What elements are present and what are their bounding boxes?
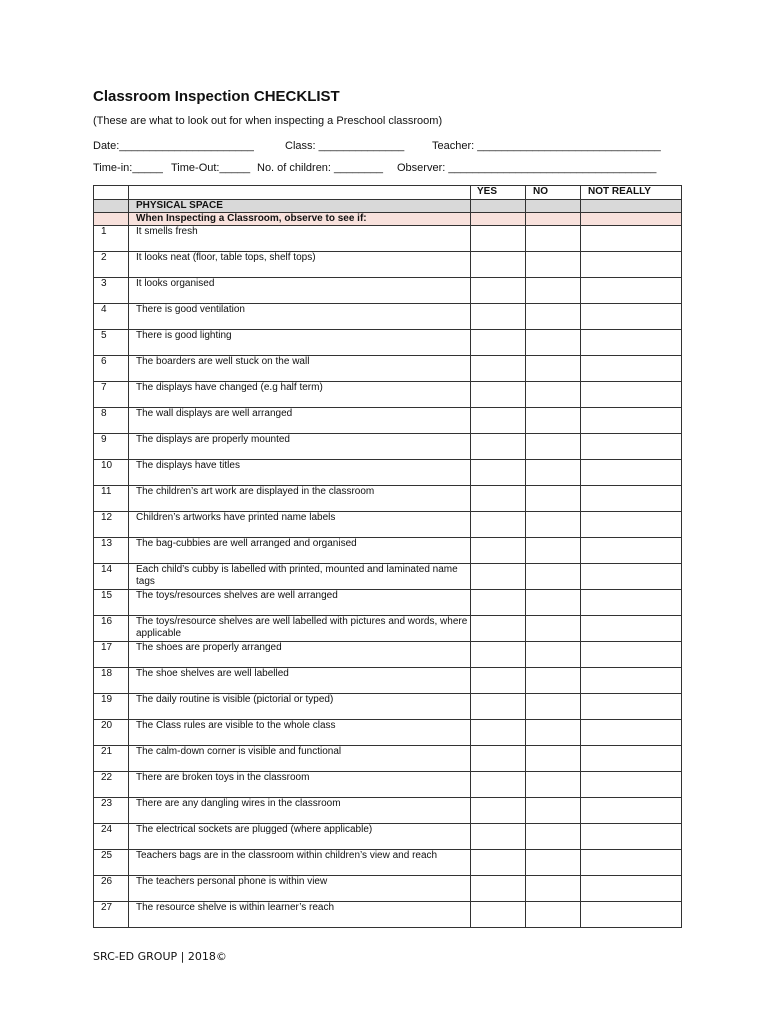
not-really-cell[interactable] [581,434,682,460]
item-text: There is good lighting [129,330,471,356]
item-number: 25 [94,850,129,876]
not-really-cell[interactable] [581,460,682,486]
table-row [94,772,682,798]
not-really-cell[interactable] [581,902,682,928]
table-header-row [94,186,682,200]
item-text: The Class rules are visible to the whole class [129,720,471,746]
table-row [94,642,682,668]
section-row [94,200,682,213]
teacher-field[interactable]: Teacher: ______________________________ [432,140,661,152]
table-row [94,720,682,746]
item-text: There are any dangling wires in the classroom [129,798,471,824]
item-text: It looks neat (floor, table tops, shelf tops) [129,252,471,278]
item-number: 9 [94,434,129,460]
item-number: 15 [94,590,129,616]
yes-cell[interactable] [471,356,526,382]
not-really-cell[interactable] [581,642,682,668]
item-text: There are broken toys in the classroom [129,772,471,798]
not-really-cell[interactable] [581,486,682,512]
no-cell[interactable] [526,304,581,330]
yes-cell[interactable] [471,252,526,278]
yes-cell[interactable] [471,486,526,512]
table-row [94,824,682,850]
yes-cell[interactable] [471,590,526,616]
yes-cell[interactable] [471,746,526,772]
item-number: 7 [94,382,129,408]
no-cell[interactable] [526,590,581,616]
table-row [94,798,682,824]
table-row [94,330,682,356]
no-cell[interactable] [526,252,581,278]
table-row [94,616,682,642]
table-row [94,538,682,564]
observe-no-cell [526,213,581,226]
no-cell[interactable] [526,772,581,798]
yes-cell[interactable] [471,408,526,434]
yes-cell[interactable] [471,876,526,902]
not-really-cell[interactable] [581,720,682,746]
no-cell[interactable] [526,616,581,642]
header-yes: YES [471,186,526,200]
no-cell[interactable] [526,330,581,356]
header-no: NO [526,186,581,200]
item-number: 13 [94,538,129,564]
table-row [94,512,682,538]
item-text: It smells fresh [129,226,471,252]
yes-cell[interactable] [471,538,526,564]
yes-cell[interactable] [471,772,526,798]
not-really-cell[interactable] [581,330,682,356]
item-text: It looks organised [129,278,471,304]
no-cell[interactable] [526,538,581,564]
not-really-cell[interactable] [581,824,682,850]
date-field[interactable]: Date:______________________ [93,140,254,152]
no-cell[interactable] [526,434,581,460]
not-really-cell[interactable] [581,668,682,694]
no-cell[interactable] [526,512,581,538]
table-row [94,668,682,694]
item-text: The displays are properly mounted [129,434,471,460]
item-number: 12 [94,512,129,538]
item-number: 27 [94,902,129,928]
not-really-cell[interactable] [581,382,682,408]
observe-num-cell [94,213,129,226]
time-out-field[interactable]: Time-Out:_____ [171,162,251,174]
no-cell[interactable] [526,382,581,408]
item-number: 5 [94,330,129,356]
not-really-cell[interactable] [581,356,682,382]
yes-cell[interactable] [471,564,526,590]
no-cell[interactable] [526,850,581,876]
table-row [94,408,682,434]
no-cell[interactable] [526,564,581,590]
not-really-cell[interactable] [581,772,682,798]
item-number: 24 [94,824,129,850]
section-yes-cell [471,200,526,213]
section-label: PHYSICAL SPACE [129,200,471,213]
no-cell[interactable] [526,408,581,434]
not-really-cell[interactable] [581,850,682,876]
item-text: The daily routine is visible (pictorial or typed) [129,694,471,720]
section-num-cell [94,200,129,213]
header-item-cell [129,186,471,200]
item-text: The calm-down corner is visible and functional [129,746,471,772]
yes-cell[interactable] [471,902,526,928]
yes-cell[interactable] [471,668,526,694]
no-cell[interactable] [526,876,581,902]
observer-field[interactable]: Observer: __________________________________ [397,162,657,174]
item-number: 2 [94,252,129,278]
no-cell[interactable] [526,694,581,720]
page-title: Classroom Inspection CHECKLIST [93,88,340,105]
not-really-cell[interactable] [581,538,682,564]
item-text: The displays have titles [129,460,471,486]
item-number: 6 [94,356,129,382]
no-cell[interactable] [526,824,581,850]
observe-yes-cell [471,213,526,226]
yes-cell[interactable] [471,694,526,720]
item-text: The boarders are well stuck on the wall [129,356,471,382]
item-number: 8 [94,408,129,434]
no-cell[interactable] [526,460,581,486]
yes-cell[interactable] [471,720,526,746]
no-of-children-field[interactable]: No. of children: ________ [257,162,383,174]
no-cell[interactable] [526,746,581,772]
no-cell[interactable] [526,798,581,824]
item-number: 18 [94,668,129,694]
not-really-cell[interactable] [581,746,682,772]
section-no-cell [526,200,581,213]
yes-cell[interactable] [471,798,526,824]
item-number: 14 [94,564,129,590]
item-text: Each child’s cubby is labelled with printed, mounted and laminated name tags [129,564,471,590]
table-row [94,486,682,512]
no-cell[interactable] [526,486,581,512]
not-really-cell[interactable] [581,512,682,538]
yes-cell[interactable] [471,278,526,304]
not-really-cell[interactable] [581,252,682,278]
yes-cell[interactable] [471,824,526,850]
class-field[interactable]: Class: ______________ [285,140,405,152]
not-really-cell[interactable] [581,304,682,330]
observe-label: When Inspecting a Classroom, observe to see if: [129,213,471,226]
not-really-cell[interactable] [581,408,682,434]
observe-row [94,213,682,226]
item-number: 16 [94,616,129,642]
no-cell[interactable] [526,668,581,694]
yes-cell[interactable] [471,304,526,330]
yes-cell[interactable] [471,512,526,538]
observe-nr-cell [581,213,682,226]
not-really-cell[interactable] [581,876,682,902]
table-row [94,226,682,252]
table-row [94,746,682,772]
yes-cell[interactable] [471,616,526,642]
item-text: The electrical sockets are plugged (where applicable) [129,824,471,850]
yes-cell[interactable] [471,226,526,252]
no-cell[interactable] [526,902,581,928]
item-text: The wall displays are well arranged [129,408,471,434]
table-row [94,876,682,902]
item-text: There is good ventilation [129,304,471,330]
table-row [94,590,682,616]
table-row [94,564,682,590]
not-really-cell[interactable] [581,616,682,642]
item-text: The shoes are properly arranged [129,642,471,668]
item-number: 26 [94,876,129,902]
header-num-cell [94,186,129,200]
item-text: The children’s art work are displayed in the classroom [129,486,471,512]
footer: SRC-ED GROUP | 2018© [93,950,227,963]
no-cell[interactable] [526,278,581,304]
item-number: 1 [94,226,129,252]
item-text: The shoe shelves are well labelled [129,668,471,694]
item-number: 4 [94,304,129,330]
item-number: 17 [94,642,129,668]
not-really-cell[interactable] [581,278,682,304]
yes-cell[interactable] [471,460,526,486]
yes-cell[interactable] [471,434,526,460]
not-really-cell[interactable] [581,564,682,590]
item-number: 19 [94,694,129,720]
time-in-field[interactable]: Time-in:_____ [93,162,163,174]
item-text: The resource shelve is within learner’s reach [129,902,471,928]
item-text: The toys/resources shelves are well arranged [129,590,471,616]
inspection-table [93,185,682,928]
item-text: Teachers bags are in the classroom within children’s view and reach [129,850,471,876]
yes-cell[interactable] [471,382,526,408]
item-text: Children’s artworks have printed name labels [129,512,471,538]
no-cell[interactable] [526,720,581,746]
item-number: 11 [94,486,129,512]
item-number: 22 [94,772,129,798]
table-row [94,434,682,460]
not-really-cell[interactable] [581,590,682,616]
not-really-cell[interactable] [581,694,682,720]
table-row [94,278,682,304]
no-cell[interactable] [526,356,581,382]
no-cell[interactable] [526,642,581,668]
table-row [94,460,682,486]
table-row [94,304,682,330]
item-text: The bag-cubbies are well arranged and organised [129,538,471,564]
no-cell[interactable] [526,226,581,252]
section-nr-cell [581,200,682,213]
yes-cell[interactable] [471,642,526,668]
item-text: The teachers personal phone is within view [129,876,471,902]
item-number: 10 [94,460,129,486]
table-row [94,902,682,928]
table-row [94,252,682,278]
item-text: The toys/resource shelves are well labelled with pictures and words, where applicable [129,616,471,642]
item-number: 21 [94,746,129,772]
item-number: 23 [94,798,129,824]
table-row [94,382,682,408]
table-row [94,356,682,382]
item-number: 3 [94,278,129,304]
table-row [94,694,682,720]
not-really-cell[interactable] [581,226,682,252]
item-number: 20 [94,720,129,746]
item-text: The displays have changed (e.g half term) [129,382,471,408]
yes-cell[interactable] [471,850,526,876]
table-row [94,850,682,876]
header-not-really: NOT REALLY [581,186,682,200]
page-subtitle: (These are what to look out for when inspecting a Preschool classroom) [93,115,443,127]
not-really-cell[interactable] [581,798,682,824]
yes-cell[interactable] [471,330,526,356]
